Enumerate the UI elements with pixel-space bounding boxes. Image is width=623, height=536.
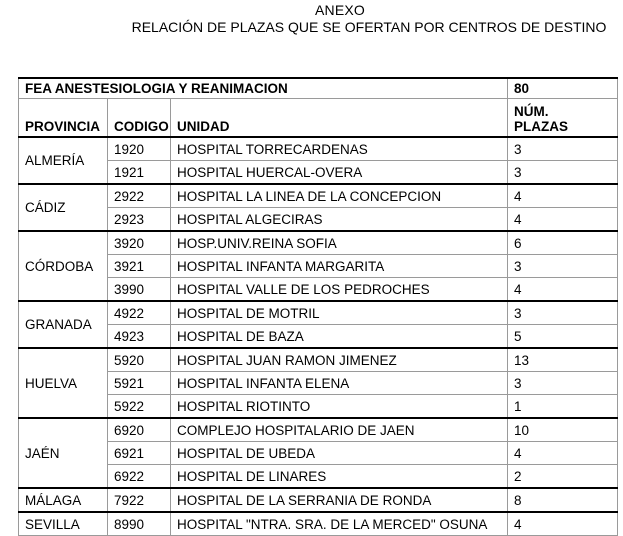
- plazas-cell: 3: [508, 372, 618, 395]
- specialty-name: FEA ANESTESIOLOGIA Y REANIMACION: [19, 78, 508, 99]
- unidad-cell: HOSPITAL INFANTA MARGARITA: [171, 255, 508, 278]
- unidad-cell: HOSP.UNIV.REINA SOFIA: [171, 231, 508, 255]
- unidad-cell: HOSPITAL RIOTINTO: [171, 395, 508, 419]
- plazas-cell: 3: [508, 161, 618, 185]
- provincia-cell: JAÉN: [19, 418, 108, 488]
- codigo-cell: 2923: [108, 208, 171, 232]
- codigo-cell: 5920: [108, 348, 171, 372]
- col-plazas-header-line1: NÚM.: [514, 104, 549, 119]
- table-row: [19, 488, 618, 512]
- provincia-cell: SEVILLA: [19, 512, 108, 536]
- table-row: [19, 301, 618, 325]
- table-row: [19, 255, 618, 278]
- table-row: [19, 161, 618, 185]
- unidad-cell: HOSPITAL INFANTA ELENA: [171, 372, 508, 395]
- provincia-cell: GRANADA: [19, 301, 108, 348]
- plazas-cell: 6: [508, 231, 618, 255]
- unidad-cell: COMPLEJO HOSPITALARIO DE JAEN: [171, 418, 508, 442]
- table-row: [19, 325, 618, 349]
- provincia-cell: CÓRDOBA: [19, 231, 108, 301]
- table-row: [19, 395, 618, 419]
- unidad-cell: HOSPITAL DE LA SERRANIA DE RONDA: [171, 488, 508, 512]
- col-codigo-header: CODIGO: [108, 99, 171, 138]
- unidad-cell: HOSPITAL HUERCAL-OVERA: [171, 161, 508, 185]
- unidad-cell: HOSPITAL JUAN RAMON JIMENEZ: [171, 348, 508, 372]
- codigo-cell: 1921: [108, 161, 171, 185]
- codigo-cell: 2922: [108, 184, 171, 208]
- specialty-row: [19, 78, 618, 99]
- table-row: [19, 512, 618, 536]
- plazas-cell: 4: [508, 278, 618, 302]
- provincia-cell: MÁLAGA: [19, 488, 108, 512]
- unidad-cell: HOSPITAL "NTRA. SRA. DE LA MERCED" OSUNA: [171, 512, 508, 536]
- codigo-cell: 3921: [108, 255, 171, 278]
- provincia-cell: CÁDIZ: [19, 184, 108, 231]
- codigo-cell: 7922: [108, 488, 171, 512]
- plazas-cell: 3: [508, 137, 618, 161]
- table-row: [19, 137, 618, 161]
- codigo-cell: 3990: [108, 278, 171, 302]
- plazas-cell: 3: [508, 301, 618, 325]
- annex-label: ANEXO: [314, 2, 365, 18]
- plazas-cell: 5: [508, 325, 618, 349]
- codigo-cell: 6922: [108, 465, 171, 489]
- col-plazas-header: [508, 99, 618, 138]
- codigo-cell: 8990: [108, 512, 171, 536]
- table-row: [19, 442, 618, 465]
- col-provincia-header: PROVINCIA: [19, 99, 108, 138]
- table-row: [19, 278, 618, 302]
- table-row: [19, 231, 618, 255]
- table-row: [19, 418, 618, 442]
- codigo-cell: 1920: [108, 137, 171, 161]
- codigo-cell: 4923: [108, 325, 171, 349]
- plazas-cell: 4: [508, 512, 618, 536]
- table-row: [19, 184, 618, 208]
- col-plazas-header-line2: PLAZAS: [514, 119, 568, 134]
- unidad-cell: HOSPITAL TORRECARDENAS: [171, 137, 508, 161]
- codigo-cell: 3920: [108, 231, 171, 255]
- unidad-cell: HOSPITAL VALLE DE LOS PEDROCHES: [171, 278, 508, 302]
- unidad-cell: HOSPITAL LA LINEA DE LA CONCEPCION: [171, 184, 508, 208]
- codigo-cell: 4922: [108, 301, 171, 325]
- plazas-cell: 1: [508, 395, 618, 419]
- provincia-cell: HUELVA: [19, 348, 108, 418]
- plazas-cell: 4: [508, 208, 618, 232]
- codigo-cell: 6921: [108, 442, 171, 465]
- unidad-cell: HOSPITAL DE MOTRIL: [171, 301, 508, 325]
- unidad-cell: HOSPITAL DE LINARES: [171, 465, 508, 489]
- col-unidad-header: UNIDAD: [171, 99, 508, 138]
- table-row: [19, 348, 618, 372]
- column-header-row: [19, 99, 618, 138]
- unidad-cell: HOSPITAL DE UBEDA: [171, 442, 508, 465]
- plazas-cell: 10: [508, 418, 618, 442]
- plazas-cell: 8: [508, 488, 618, 512]
- codigo-cell: 5922: [108, 395, 171, 419]
- plazas-cell: 13: [508, 348, 618, 372]
- provincia-cell: ALMERÍA: [19, 137, 108, 184]
- unidad-cell: HOSPITAL ALGECIRAS: [171, 208, 508, 232]
- codigo-cell: 6920: [108, 418, 171, 442]
- codigo-cell: 5921: [108, 372, 171, 395]
- unidad-cell: HOSPITAL DE BAZA: [171, 325, 508, 349]
- plazas-cell: 4: [508, 184, 618, 208]
- table-row: [19, 208, 618, 232]
- plazas-cell: 3: [508, 255, 618, 278]
- specialty-total: 80: [508, 78, 618, 99]
- plazas-cell: 2: [508, 465, 618, 489]
- plazas-table: [18, 77, 618, 536]
- table-row: [19, 372, 618, 395]
- plazas-cell: 4: [508, 442, 618, 465]
- document-subtitle: RELACIÓN DE PLAZAS QUE SE OFERTAN POR CENTROS DE DESTINO: [131, 19, 607, 35]
- table-row: [19, 465, 618, 489]
